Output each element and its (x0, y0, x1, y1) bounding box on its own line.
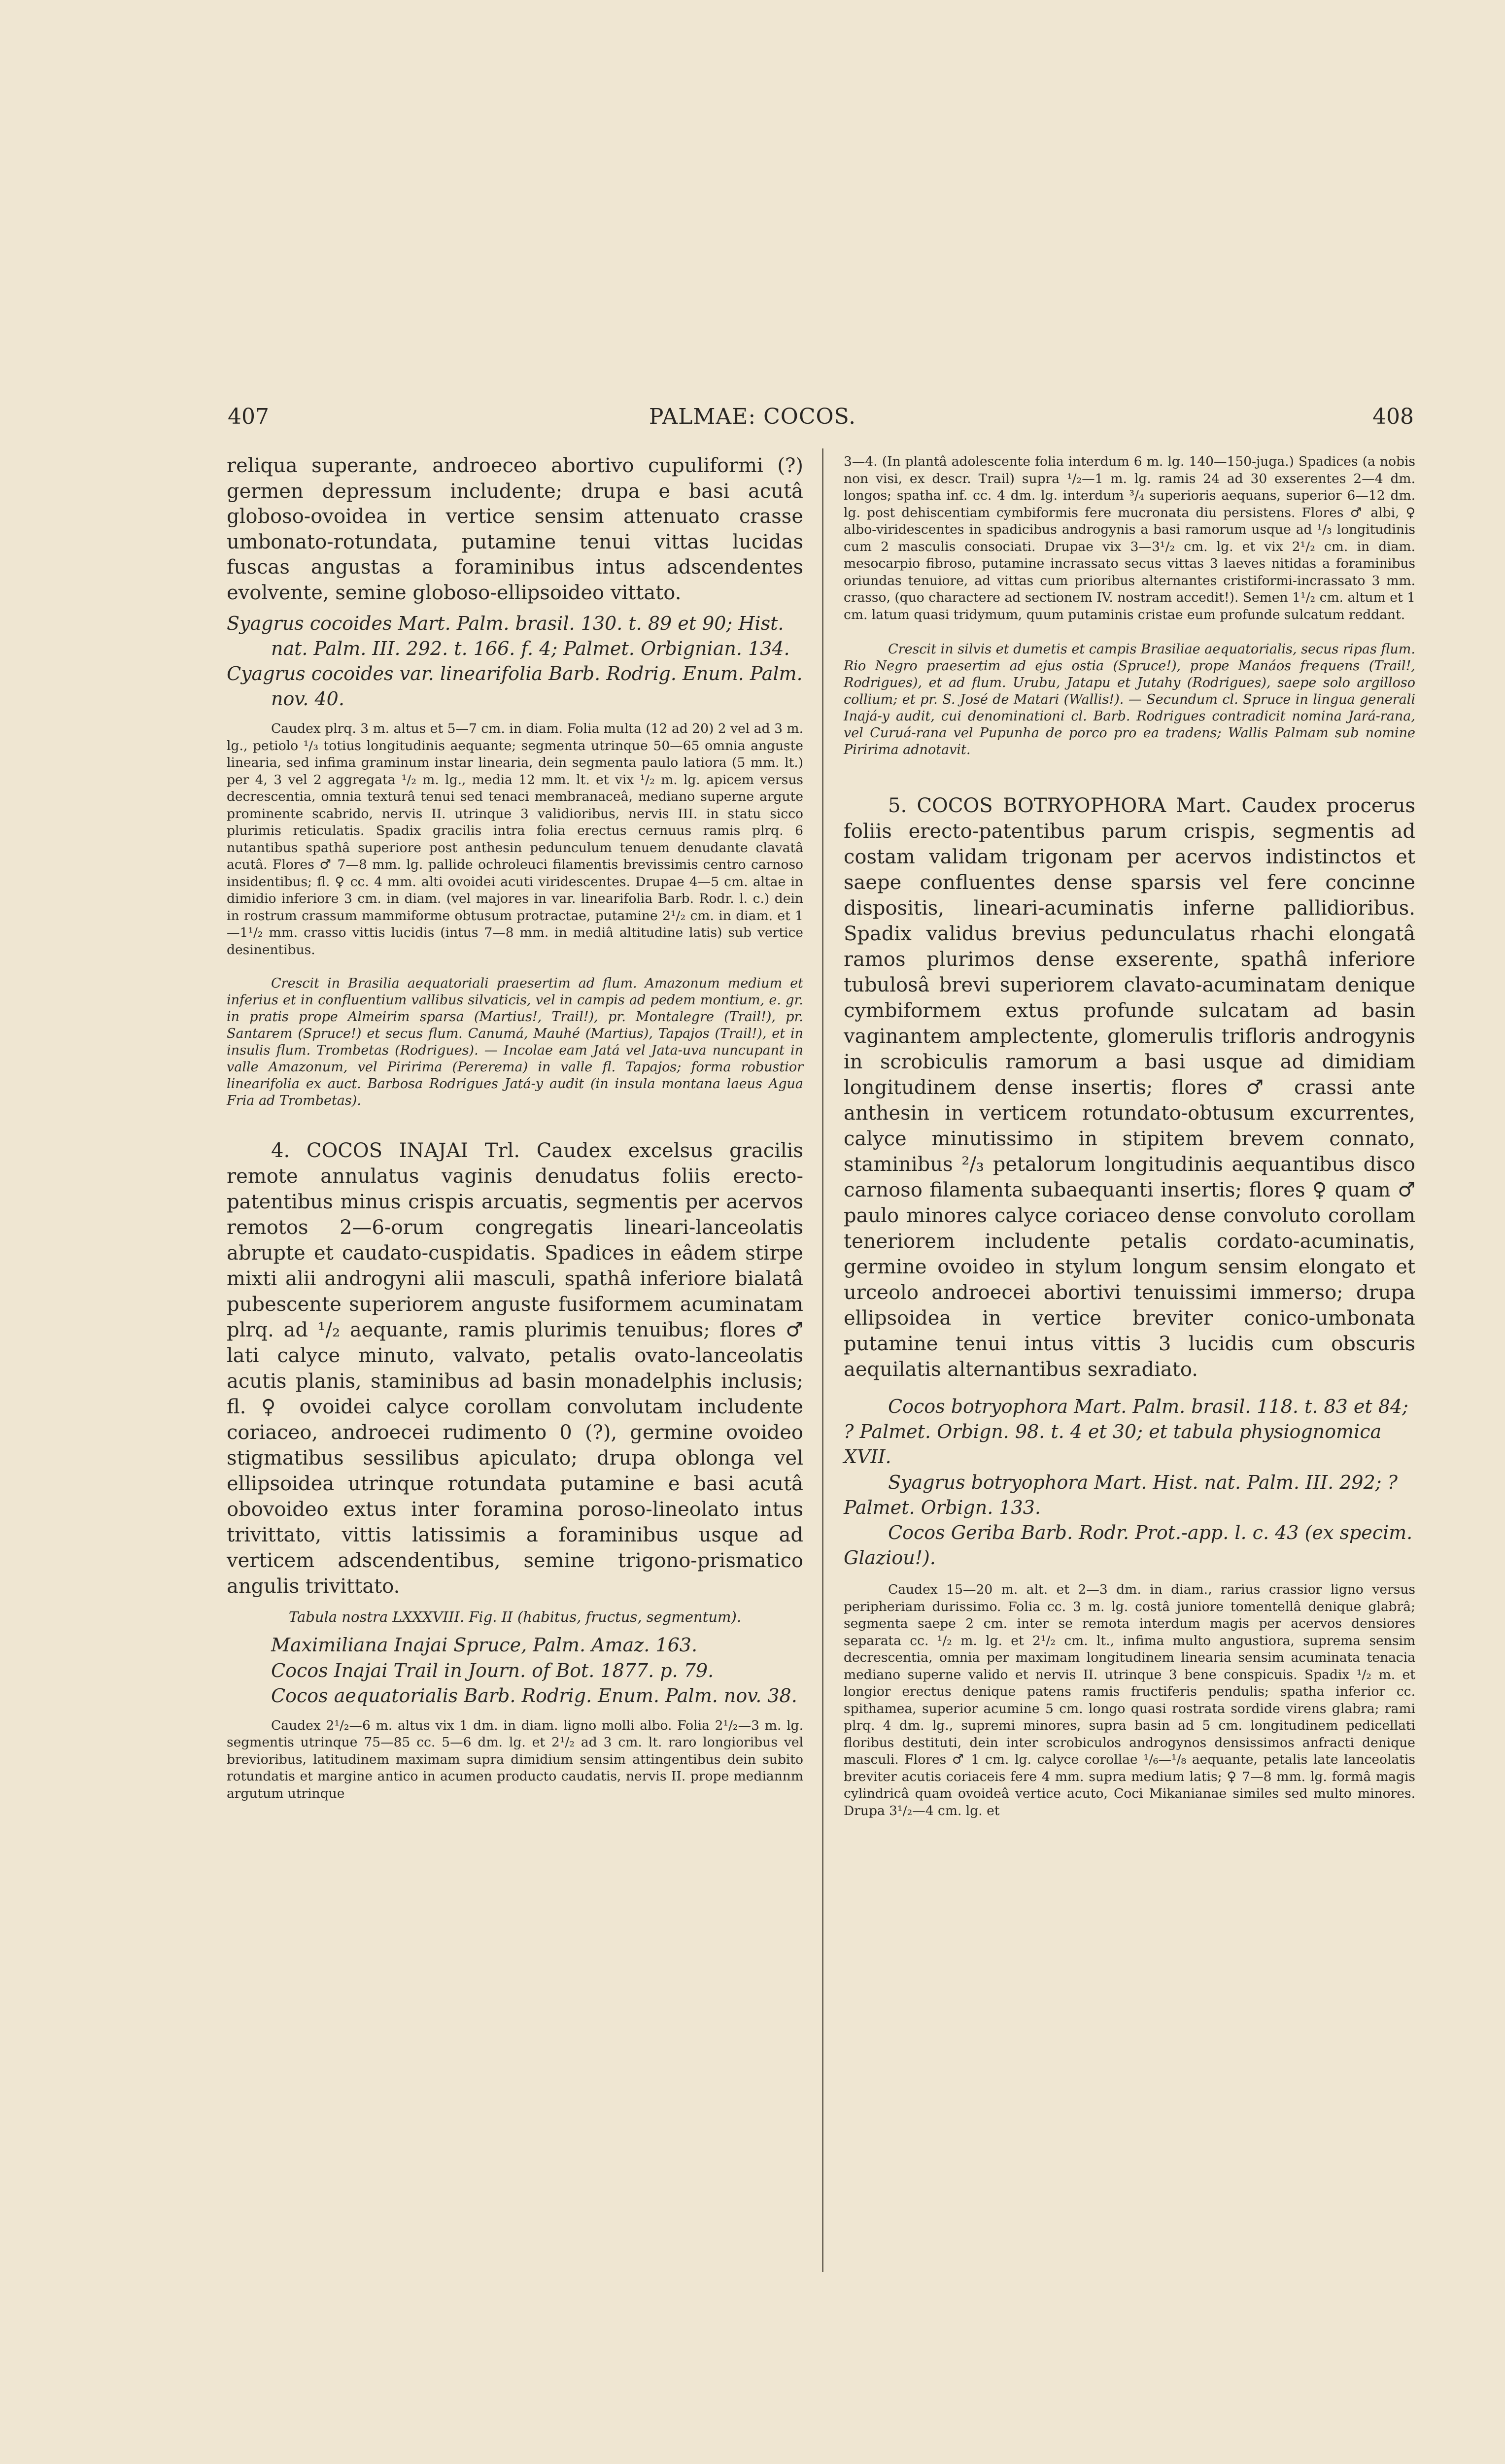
synonym-cyagrus-cocoides: Cyagrus cocoides var. linearifolia Barb. Rodrig. Enum. Palm. nov. 40. (227, 662, 803, 710)
synonym-cocos-aequatorialis: Cocos aequatorialis Barb. Rodrig. Enum. Palm. nov. 38. (271, 1684, 797, 1707)
habitat-paragraph: Crescit in Brasilia aequatoriali praesertim ad flum. Amazonum medium et inferius et in confluentium vallibus silvaticis, vel in campis ad pedem montium, e. gr. in pratis prope Almeirim sparsa (Martius!, Trail!), pr. Montalegre (Trail!), pr. Santarem (Spruce!) et secus flum. Canumá, Mauhé (Martius), Tapajos (Trail!), et in insulis flum. Trombetas (Rodrigues). — Incolae eam Jatá vel Jata-uva nuncupant in valle Amazonum, vel Piririma (Pererema) in valle fl. Tapajos; forma robustior linearifolia ex auct. Barbosa Rodrigues Jatá-y audit (in insula montana laeus Agua Fria ad Trombetas). (227, 976, 803, 1109)
synonym-cocos-botryophora: Cocos botryophora Mart. Palm. brasil. 118. t. 83 et 84; ? Palmet. Orbign. 98. t. 4 et 30; et tabula physiognomica XVII. (844, 1396, 1408, 1468)
description-continued: reliqua superante, androeceo abortivo cupuliformi (?) germen depressum includente; drupa e basi acutâ globoso-ovoidea in vertice sensim attenuato crasse umbonato-rotundata, putamine tenui vittas lucidas fuscas angustas a foraminibus intus adscendentes evolvente, semine globoso-ellipsoideo vittato. (227, 454, 803, 604)
synonym-maximiliana-inajai: Maximiliana Inajai Spruce, Palm. Amaz. 163. (271, 1634, 698, 1656)
running-header (0, 404, 1505, 444)
plate-reference: Tabula nostra LXXXVIII. Fig. II (habitus, fructus, segmentum). (288, 1608, 742, 1626)
habitat-paragraph-inajai: Crescit in silvis et dumetis et campis Brasiliae aequatorialis, secus ripas flum. Rio Negro praesertim ad ejus ostia (Spruce!), prope Manáos frequens (Trail!, Rodrigues), et ad flum. Urubu, Jatapu et Jutahy (Rodrigues), saepe solo argilloso collium; et pr. S. José de Matari (Wallis!). — Secundum cl. Spruce in lingua generali Inajá-y audit, cui denominationi cl. Barb. Rodrigues contradicit nomina Jará-rana, vel Curuá-rana vel Pupunha de porco pro ea tradens; Wallis Palmam sub nomine Piririma adnotavit. (844, 642, 1415, 757)
page-number-right: 408 (1372, 404, 1414, 429)
left-column (227, 453, 803, 1802)
right-column (844, 453, 1415, 1819)
running-title: PALMAE: COCOS. (649, 404, 856, 429)
column-divider (822, 448, 823, 2272)
detailed-description-botryophora: Caudex 15—20 m. alt. et 2—3 dm. in diam., rarius crassior ligno versus peripheriam durissimo. Folia cc. 3 m. lg. costâ juniore tomentellâ denique glabrâ; segmenta saepe 2 cm. inter se remota interdum magis per acervos densiores separata cc. ¹/₂ m. lg. et 2¹/₂ cm. lt., infima multo angustiora, suprema sensim decrescentia, omnia per maximam longitudinem linearia sensim acuminata tenacia mediano superne valido et nervis II. utrinque 3 bene conspicuis. Spadix ¹/₂ m. et longior erectus denique patens ramis fructiferis pendulis; spatha inferior cc. spithamea, superior acumine 5 cm. longo quasi rostrata sordide virens glabra; rami plrq. 4 dm. lg., supremi minores, supra basin ad 5 cm. longitudinem pedicellati floribus destituti, dein inter scrobiculos androgynos densissimos anfracti denique masculi. Flores ♂ 1 cm. lg. calyce corollae ¹/₆—¹/₈ aequante, petalis late lanceolatis breviter acutis coriaceis fere 4 mm. supra medium latis; ♀ 7—8 mm. lg. formâ magis cylindricâ quam ovoideâ vertice acuto, Coci Mikanianae similes sed multo minores. Drupa 3¹/₂—4 cm. lg. et (844, 1582, 1415, 1818)
synonym-cocos-inajai: Cocos Inajai Trail in Journ. of Bot. 1877. p. 79. (271, 1659, 714, 1681)
page-number-left: 407 (228, 404, 269, 429)
species-5-cocos-botryophora: 5. COCOS BOTRYOPHORA Mart. Caudex procerus foliis erecto-patentibus parum crispis, segmentis ad costam validam trigonam per acervos indistinctos et saepe confluentes dense sparsis vel fere concinne dispositis, lineari-acuminatis inferne pallidioribus. Spadix validus brevius pedunculatus rhachi elongatâ ramos plurimos dense exserente, spathâ inferiore tubulosâ brevi superiorem clavato-acuminatam denique cymbiformem extus profunde sulcatam ad basin vaginantem amplectente, glomerulis trifloris androgynis in scrobiculis ramorum a basi usque ad dimidiam longitudinem dense insertis; flores ♂ crassi ante anthesin in verticem rotundato-obtusum excurrentes, calyce minutissimo in stipitem brevem connato, staminibus ²/₃ petalorum longitudinis aequantibus disco carnoso filamenta subaequanti insertis; flores ♀ quam ♂ paulo minores calyce coriaceo dense convoluto corollam teneriorem includente petalis cordato-acuminatis, germine ovoideo in stylum longum sensim elongato et urceolo androecei abortivi tenuissimi immerso; drupa ellipsoidea in vertice breviter conico-umbonata putamine tenui intus vittis 3 lucidis cum obscuris aequilatis alternantibus sexradiato. (844, 794, 1415, 1381)
detailed-description-inajai: Caudex 2¹/₂—6 m. altus vix 1 dm. in diam. ligno molli albo. Folia 2¹/₂—3 m. lg. segmentis utrinque 75—85 cc. 5—6 dm. lg. et 2¹/₂ ad 3 cm. lt. raro longioribus vel brevioribus, latitudinem maximam supra dimidium sensim attingentibus dein subito rotundatis et margine antico in acumen producto caudatis, nervis II. prope mediannm argutum utrinque (227, 1717, 803, 1801)
synonym-syagrus-botryophora: Syagrus botryophora Mart. Hist. nat. Palm. III. 292; ? Palmet. Orbign. 133. (844, 1471, 1398, 1518)
description-continued-right: 3—4. (In plantâ adolescente folia interdum 6 m. lg. 140—150-juga.) Spadices (a nobis non visi, ex descr. Trail) supra ¹/₂—1 m. lg. ramis 24 ad 30 exserentes 2—4 dm. longos; spatha inf. cc. 4 dm. lg. interdum ³/₄ superioris aequans, superior 6—12 dm. lg. post dehiscentiam cymbiformis fere mucronata diu persistens. Flores ♂ albi, ♀ albo-viridescentes in spadicibus androgynis a basi ramorum usque ad ¹/₃ longitudinis cum 2 masculis consociati. Drupae vix 3—3¹/₂ cm. lg. et vix 2¹/₂ cm. in diam. mesocarpio fibroso, putamine incrassato secus vittas 3 laeves nitidas a foraminibus oriundas tenuiore, ad vittas cum prioribus alternantes cristiformi-incrassato 3 mm. crasso, (quo charactere ad sectionem IV. nostram accedit!). Semen 1¹/₂ cm. altum et 1 cm. latum quasi tridymum, quum putaminis cristae eum profunde sulcatum reddant. (844, 454, 1415, 622)
synonym-cocos-geriba: Cocos Geriba Barb. Rodr. Prot.-app. l. c. 43 (ex specim. Glaziou!). (844, 1522, 1413, 1569)
species-4-cocos-inajai: 4. COCOS INAJAI Trl. Caudex excelsus gracilis remote annulatus vaginis denudatus foliis erecto-patentibus minus crispis arcuatis, segmentis per acervos remotos 2—6-orum congregatis lineari-lanceolatis abrupte et caudato-cuspidatis. Spadices in eâdem stirpe mixti alii androgyni alii masculi, spathâ inferiore bialatâ pubescente superiorem anguste fusiformem acuminatam plrq. ad ¹/₂ aequante, ramis plurimis tenuibus; flores ♂ lati calyce minuto, valvato, petalis ovato-lanceolatis acutis planis, staminibus ad basin monadelphis inclusis; fl. ♀ ovoidei calyce corollam convolutam includente coriaceo, androecei rudimento 0 (?), germine ovoideo stigmatibus sessilibus apiculato; drupa oblonga vel ellipsoidea utrinque rotundata putamine e basi acutâ obovoideo extus inter foramina poroso-lineolato intus trivittato, vittis latissimis a foraminibus usque ad verticem adscendentibus, semine trigono-prismatico angulis trivittato. (227, 1139, 803, 1598)
synonym-syagrus-cocoides: Syagrus cocoides Mart. Palm. brasil. 130. t. 89 et 90; Hist. nat. Palm. III. 292. t. 166. f. 4; Palmet. Orbignian. 134. (227, 612, 790, 659)
detailed-description: Caudex plrq. 3 m. altus et 5—7 cm. in diam. Folia multa (12 ad 20) 2 vel ad 3 m. lg., petiolo ¹/₃ totius longitudinis aequante; segmenta utrinque 50—65 omnia anguste linearia, sed infima graminum instar linearia, dein segmenta paulo latiora (5 mm. lt.) per 4, 3 vel 2 aggregata ¹/₂ m. lg., media 12 mm. lt. et vix ¹/₂ m. lg. apicem versus decrescentia, omnia texturâ tenui sed tenaci membranaceâ, mediano superne argute prominente scabrido, nervis II. utrinque 3 validioribus, nervis III. in statu sicco plurimis reticulatis. Spadix gracilis intra folia erectus cernuus ramis plrq. 6 nutantibus spathâ superiore post anthesin pedunculum tenuem denudante clavatâ acutâ. Flores ♂ 7—8 mm. lg. pallide ochroleuci filamentis brevissimis centro carnoso insidentibus; fl. ♀ cc. 4 mm. alti ovoidei acuti viridescentes. Drupae 4—5 cm. altae in dimidio inferiore 3 cm. in diam. (vel majores in var. linearifolia Barb. Rodr. l. c.) dein in rostrum crassum mammiforme obtusum protractae, putamine 2¹/₂ cm. in diam. et 1—1¹/₂ mm. crasso vittis lucidis (intus 7—8 mm. in mediâ altitudine latis) sub vertice desinentibus. (227, 721, 803, 958)
